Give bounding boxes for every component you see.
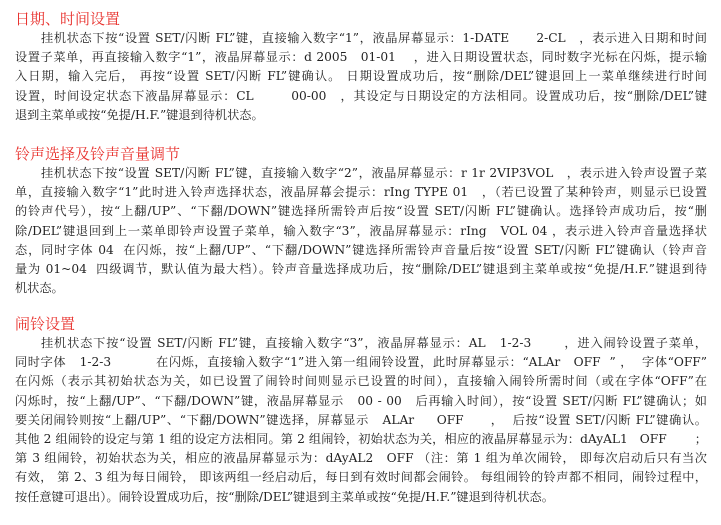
- paragraph-line: 在闪烁（表示其初始状态为关，如已设置了闹铃时间则显示已设置的时间），直接输入闹铃所需时间（或在字体“OFF”在: [15, 374, 707, 389]
- section-heading: 铃声选择及铃声音量调节: [15, 145, 181, 163]
- paragraph-line: 机状态。: [15, 281, 64, 296]
- section-heading: 闹铃设置: [15, 315, 76, 333]
- paragraph-line: 除/DEL”键退回到上一菜单即铃声设置子菜单，输入数字“3”，液晶屏幕显示：rIng VOL 04 ，表示进入铃声音量选择状: [15, 223, 707, 238]
- paragraph-line: 同时字体 1-2-3 在闪烁，直接输入数字“1”进入第一组闹铃设置，此时屏幕显示：“ALAr OFF ” ， 字体“OFF”: [15, 355, 707, 370]
- paragraph-line: 的铃声代号），按“上翻/UP”、“下翻/DOWN”键选择所需铃声后按“设置 SET/闪断 FL”键确认。选择铃声成功后，按“删: [15, 204, 707, 219]
- paragraph-line: 挂机状态下按“设置 SET/闪断 FL”键，直接输入数字“1”，液晶屏幕显示：1-DATE 2-CL ，表示进入日期和时间: [41, 31, 707, 45]
- paragraph-line: 按任意键可退出）。闹铃设置成功后，按“删除/DEL”键退到主菜单或按“免提/H.F.”键退到待机状态。: [15, 489, 554, 504]
- paragraph-line: 设置子菜单，再直接输入数字“1”，液晶屏幕显示：d 2005 01-01 ，进入日期设置状态，同时数字光标在闪烁，提示输: [15, 50, 707, 65]
- paragraph-line: 第 3 组闹铃，初始状态为关，相应的液晶屏幕显示为：dAyAL2 OFF （注：第 1 组为单次闹铃， 即每次启动后只有当次: [15, 451, 707, 466]
- paragraph-line: 退到主菜单或按“免提/H.F.”键退到待机状态。: [15, 107, 264, 122]
- section-ringtone: [15, 145, 707, 298]
- section-alarm: [15, 315, 707, 507]
- paragraph-line: 入日期，输入完后， 再按“设置 SET/闪断 FL”键确认。 日期设置成功后，按“删除/DEL”键退回上一菜单继续进行时间: [15, 69, 707, 84]
- paragraph-line: 单，直接输入数字“1”此时进入铃声选择状态，液晶屏幕会提示：rIng TYPE 01 ，（若已设置了某种铃声，则显示已设置: [15, 185, 707, 200]
- paragraph-line: 量为 01~04 四级调节，默认值为最大档）。铃声音量选择成功后，按“删除/DEL”键退到主菜单或按“免提/H.F.”键退到待: [15, 261, 707, 276]
- paragraph-line: 挂机状态下按“设置 SET/闪断 FL”键，直接输入数字“3”，液晶屏幕显示：AL 1-2-3 ，进入闹铃设置子菜单，: [41, 336, 707, 350]
- paragraph-line: 态，同时字体 04 在闪烁，按“上翻/UP”、“下翻/DOWN”键选择所需铃声音量后按“设置 SET/闪断 FL”键确认（铃声音: [15, 242, 707, 257]
- paragraph-line: 要关闭闹铃则按“上翻/UP”、“下翻/DOWN”键选择，屏幕显示 ALAr OFF ， 后按“设置 SET/闪断 FL”键确认。: [15, 412, 707, 427]
- paragraph-line: 挂机状态下按“设置 SET/闪断 FL”键，直接输入数字“2”，液晶屏幕显示：r 1r 2VIP3VOL ，表示进入铃声设置子菜: [41, 166, 707, 180]
- paragraph-line: 有效， 第 2、3 组为每日闹铃， 即该两组一经启动后，每日到有效时间都会闹铃。 每组闹铃的铃声都不相同，闹铃过程中，: [15, 470, 707, 485]
- paragraph-line: 设置，时间设定状态下液晶屏幕显示：CL 00-00 ，其设定与日期设定的方法相同。设置成功后，按“删除/DEL”键: [15, 88, 707, 103]
- section-date-time: [15, 10, 707, 125]
- section-heading: 日期、时间设置: [15, 10, 121, 28]
- paragraph-line: 闪烁时，按“上翻/UP”、“下翻/DOWN”键，液晶屏幕显示 00 - 00 后再输入时间），按“设置 SET/闪断 FL”键确认；如: [15, 393, 707, 408]
- paragraph-line: 其他 2 组闹铃的设定与第 1 组的设定方法相同。第 2 组闹铃，初始状态为关，相应的液晶屏幕显示为：dAyAL1 OFF ；: [15, 431, 707, 446]
